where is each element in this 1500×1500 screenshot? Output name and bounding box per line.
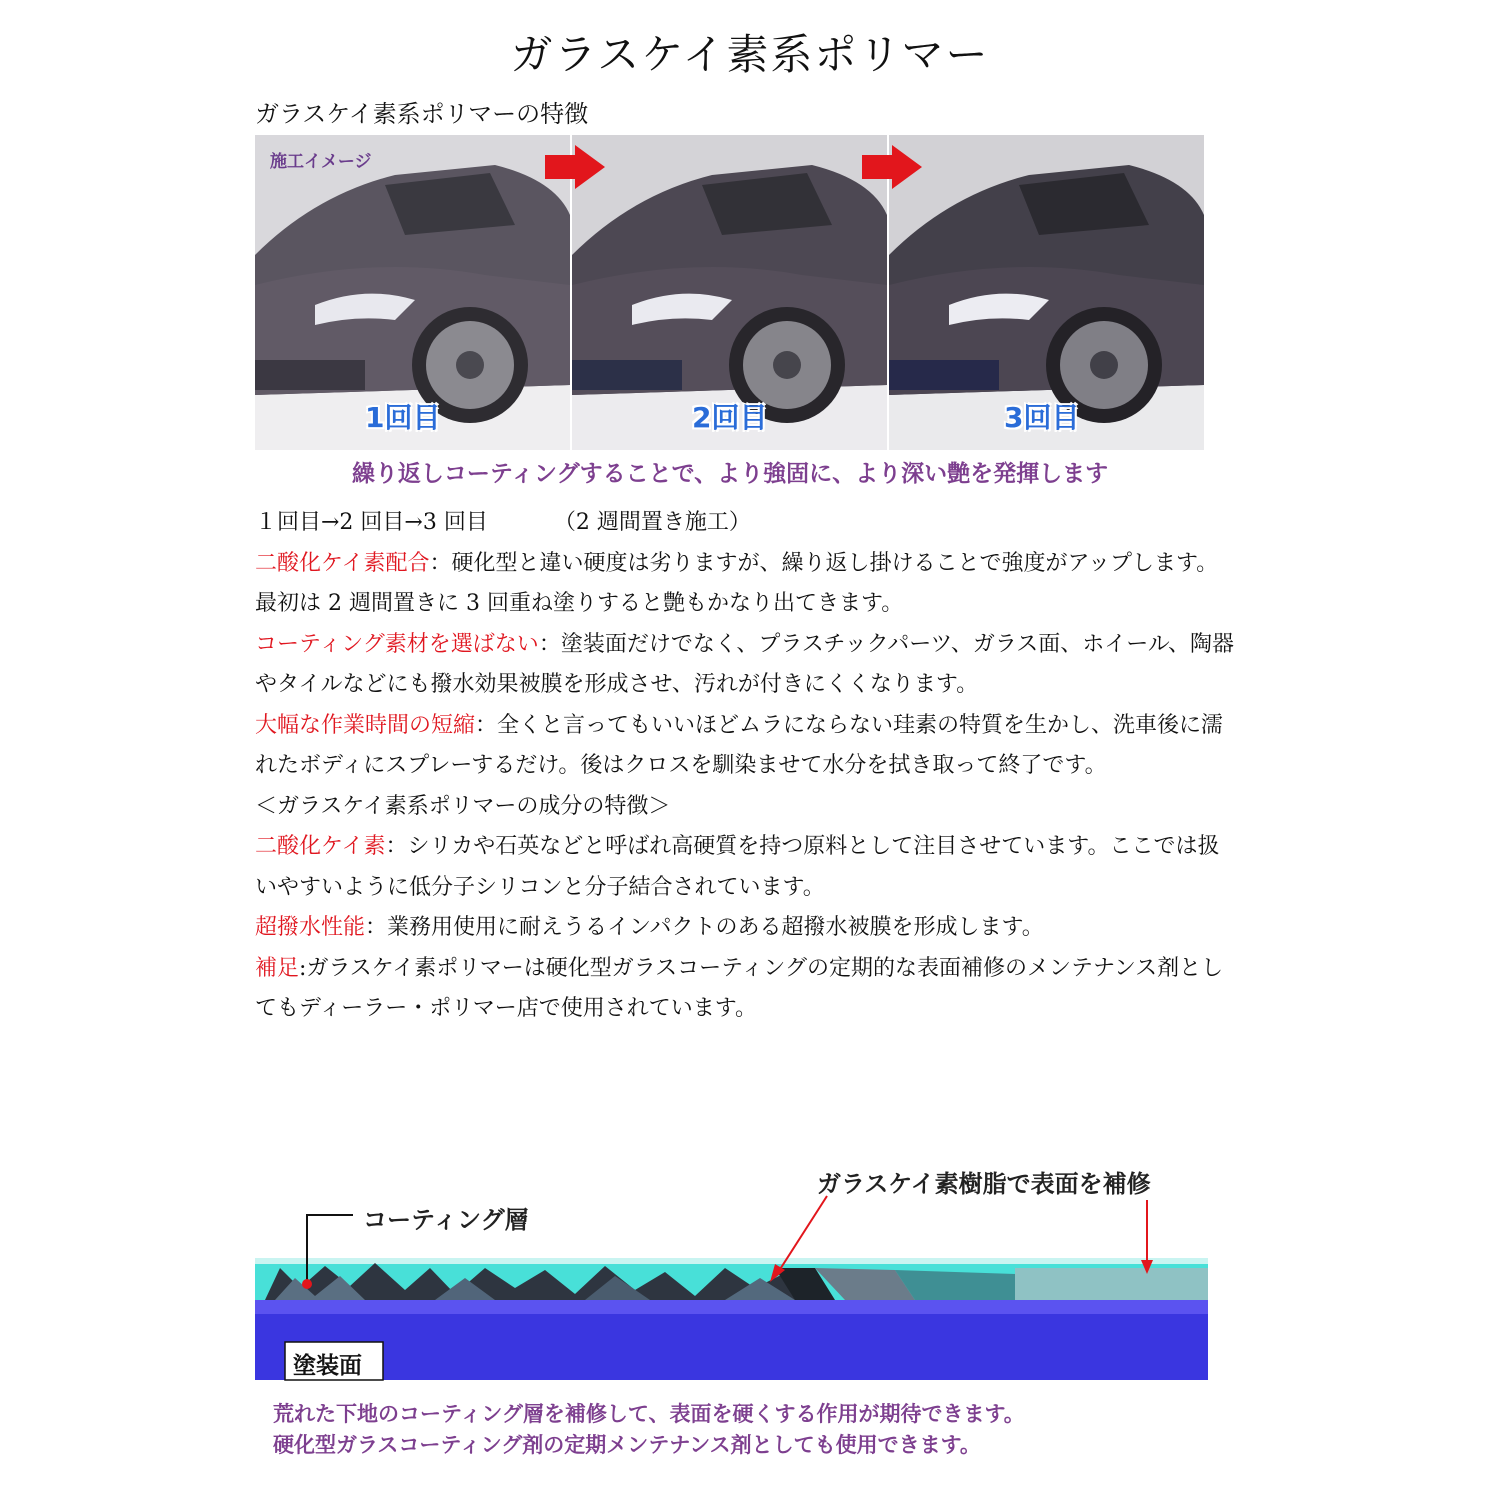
component-text: シリカや石英などと呼ばれ高硬質を持つ原料として注目させています。ここでは扱いやすいように低分子シリコンと分子結合されています。	[255, 834, 1220, 900]
arrow-right-icon	[545, 145, 605, 189]
feature-text: 硬化型と違い硬度は劣りますが、繰り返し掛けることで強度がアップします。	[451, 550, 1219, 576]
separator: ：	[538, 631, 561, 657]
feature-text	[255, 503, 1235, 1030]
feature-label: 二酸化ケイ素配合	[255, 550, 430, 576]
paint-surface-label: 塗装面	[293, 1353, 362, 1379]
component-item	[255, 827, 1235, 908]
panel-label-3: 3回目	[1004, 401, 1080, 434]
application-image	[255, 135, 1205, 500]
panel-label-2: 2回目	[692, 401, 768, 434]
component-item	[255, 908, 1235, 949]
page-title: ガラスケイ素系ポリマー	[510, 30, 990, 79]
feature-label: コーティング素材を選ばない	[255, 631, 539, 657]
section-heading: ガラスケイ素系ポリマーの特徴	[255, 100, 589, 128]
feature-label: 大幅な作業時間の短縮	[255, 712, 476, 738]
separator: ：	[385, 834, 408, 859]
diagram-caption-line-1: 荒れた下地のコーティング層を補修して、表面を硬くする作用が期待できます。	[273, 1402, 1025, 1426]
feature-item	[255, 544, 1235, 585]
feature-text: 全くと言ってもいいほどムラにならない珪素の特質を生かし、洗車後に濡れたボディにスプレーするだけ。後はクロスを馴染ませて水分を拭き取って終了です。	[255, 712, 1224, 778]
car-photo-2	[572, 135, 887, 450]
diagram-caption-line-2: 硬化型ガラスコーティング剤の定期メンテナンス剤としても使用できます。	[273, 1433, 981, 1457]
component-item	[255, 949, 1235, 1030]
components-heading: ＜ガラスケイ素系ポリマーの成分の特徴＞	[255, 793, 671, 819]
separator: ：	[475, 712, 498, 738]
component-text: ガラスケイ素ポリマーは硬化型ガラスコーティングの定期的な表面補修のメンテナンス剤としてもディーラー・ポリマー店で使用されています。	[255, 955, 1224, 1021]
feature-text: 塗装面だけでなく、プラスチックパーツ、ガラス面、ホイール、陶器やタイルなどにも撥水効果被膜を形成させ、汚れが付きにくくなります。	[255, 631, 1235, 697]
coating-layer-label: コーティング層	[363, 1206, 529, 1234]
feature-text: 最初は 2 週間置きに 3 回重ね塗りすると艶もかなり出てきます。	[255, 591, 904, 616]
car-photo-1	[255, 135, 570, 450]
separator: ：	[365, 915, 388, 940]
schedule-sequence: １回目→2 回目→3 回目	[255, 510, 488, 535]
repair-label: ガラスケイ素樹脂で表面を補修	[817, 1170, 1151, 1198]
panel-label-1: 1回目	[365, 401, 441, 434]
component-label: 補足	[255, 955, 300, 981]
coating-diagram	[255, 1118, 1208, 1483]
feature-item	[255, 584, 1235, 625]
component-label: 二酸化ケイ素	[255, 834, 386, 859]
image-caption: 繰り返しコーティングすることで、より強固に、より深い艶を発揮します	[351, 461, 1109, 487]
component-text: 業務用使用に耐えうるインパクトのある超撥水被膜を形成します。	[387, 915, 1044, 940]
separator: :	[299, 955, 307, 981]
separator: ：	[429, 550, 452, 576]
component-label: 超撥水性能	[255, 915, 366, 940]
image-tag: 施工イメージ	[270, 152, 372, 172]
schedule-line	[255, 503, 1235, 544]
feature-item	[255, 625, 1235, 706]
car-photo-3	[889, 135, 1204, 450]
schedule-note: （2 週間置き施工）	[553, 510, 751, 535]
feature-item	[255, 706, 1235, 787]
arrow-right-icon	[862, 145, 922, 189]
